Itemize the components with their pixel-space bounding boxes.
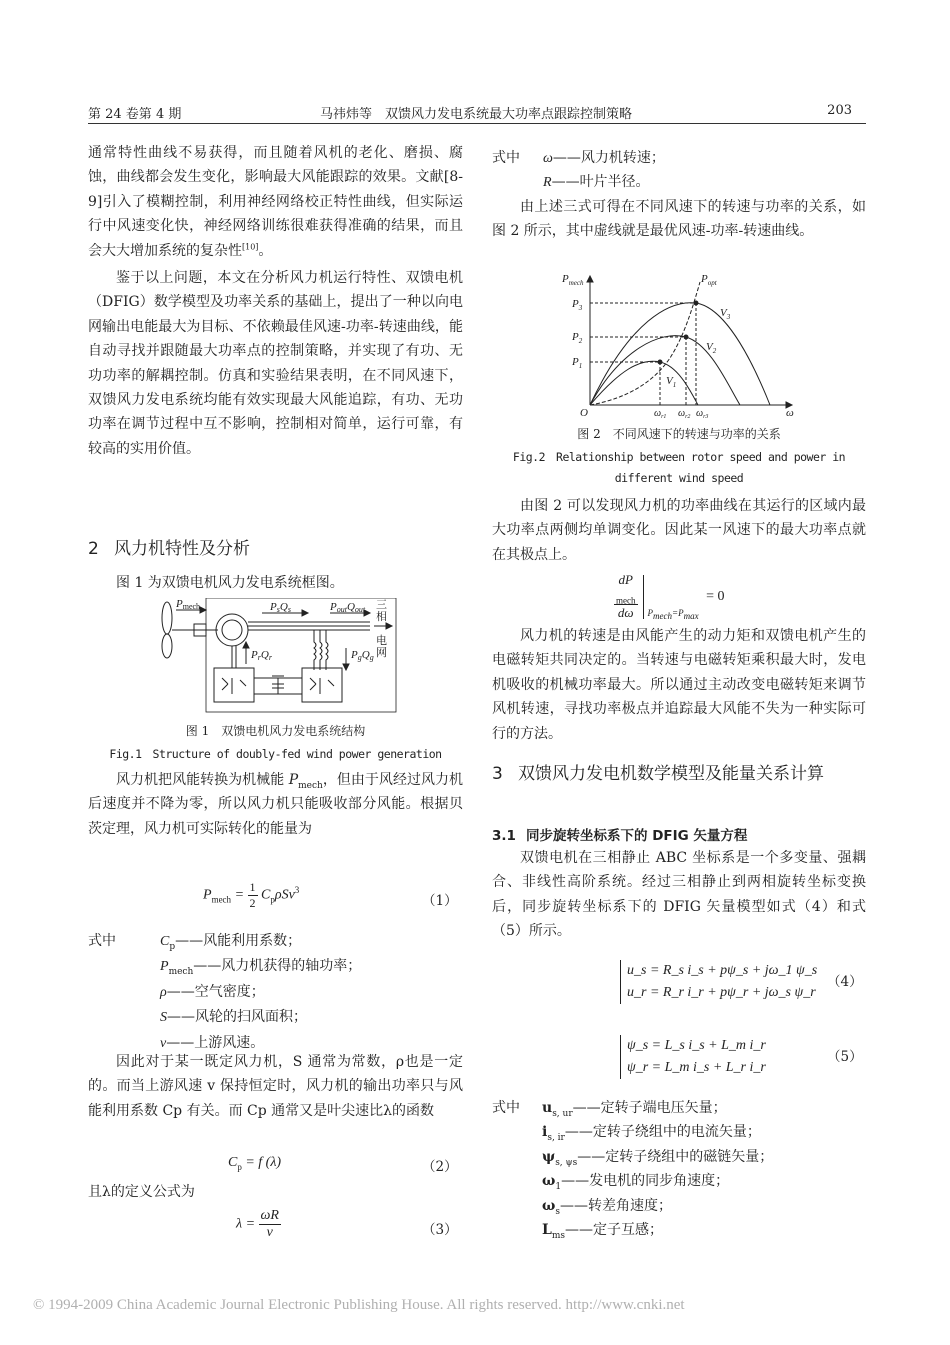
paragraph: 双馈电机在三相静止 ABC 坐标系是一个多变量、强耦合、非线性高阶系统。经过三相静止到两相旋转坐标变换后，同步旋转坐标系下的 DFIG 矢量模型如式（4）和式（5）所示。: [492, 850, 866, 940]
running-header: [88, 103, 866, 125]
equation-number: （5）: [827, 1049, 863, 1065]
symbol-definition: $\omega_1——$发电机的同步角速度；: [542, 1173, 730, 1193]
section-heading-2: 2 风力机特性及分析: [88, 539, 250, 559]
label-pr-qr: PrQr: [251, 649, 272, 662]
equation-3: λ = $\frac{\omega R}{v}$: [236, 1208, 279, 1240]
tick-p3: $P_3$: [572, 298, 583, 312]
symbol-definition: ω——风力机转速；: [543, 150, 665, 166]
running-title: 马祎炜等 双馈风力发电系统最大功率点跟踪控制策略: [320, 107, 633, 122]
section-heading-3: 3 双馈风力发电机数学模型及能量关系计算: [492, 764, 824, 784]
blade: [162, 602, 172, 634]
tick-w1: $\omega_{r1}$: [654, 408, 667, 420]
paragraph: 鉴于以上问题，本文在分析风力机运行特性、双馈电机（DFIG）数学模型及功率关系的基础上，提出了一种以向电网输出电能最大为目标、不依赖最佳风速-功率-转速曲线，能自动寻找并跟随最大功率点的控制策略，并实现了有功、无功功率的解耦控制。仿真和实验结果表明，在不同风速下，双馈风力发电系统均能有效实现最大风能追踪，有功、无功功率在调节过程中互不影响，控制相对简单，运行可靠，有较高的实用价值。: [88, 270, 463, 457]
label-v3: $V_3$: [720, 307, 731, 321]
equation-number: （4）: [827, 974, 863, 990]
derivative-condition: dP $_{mech}$ dω $_{P_{mech}=P_{max}}$ = 0: [616, 572, 725, 621]
symbol-definition: $P_{mech}——$风力机获得的轴功率；: [160, 958, 362, 978]
figure-2-caption-en: Fig.2 Relationship between rotor speed and power in: [512, 450, 846, 464]
copyright-footer: © 1994-2009 China Academic Journal Electronic Publishing House. All rights reserved. http://www.cnki.net: [33, 1297, 685, 1313]
where-label: 式中: [492, 150, 520, 166]
paragraph: 图 1 为双馈电机风力发电系统框图。: [116, 575, 344, 591]
symbol-definition: ρ——空气密度；: [160, 983, 265, 1000]
label-ps-qs: PsQs: [270, 601, 291, 614]
popt-label: $P_{opt}$: [701, 273, 717, 287]
paragraph: 因此对于某一既定风力机，S 通常为常数，ρ也是一定的。而当上游风速 v 保持恒定时，风力机的输出功率只与风能利用系数 Cp 有关。而 Cp 通常又是叶尖速比λ的函数: [88, 1054, 463, 1119]
where-label: 式中: [88, 933, 116, 949]
label-v1: $V_1$: [666, 375, 677, 389]
paragraph: 且λ的定义公式为: [88, 1184, 195, 1200]
grid-label: 电: [376, 634, 387, 647]
subsection-heading-3-1: 3.1 同步旋转坐标系下的 DFIG 矢量方程: [492, 828, 748, 844]
paragraph: 风力机的转速是由风能产生的动力矩和双馈电机产生的电磁转矩共同决定的。当转速与电磁转矩乘积最大时，发电机吸收的机械功率最大。所以通过主动改变电磁转矩来调节风机转速，寻找功率极点并追踪最大风能不失为一种实际可行的方法。: [492, 628, 866, 742]
equation-number: （2）: [422, 1159, 458, 1175]
figure-2-caption-cn: 图 2 不同风速下的转速与功率的关系: [577, 427, 781, 441]
figure-2-caption-en: different wind speed: [614, 471, 744, 485]
where-label: 式中: [492, 1100, 520, 1116]
symbol-definition: $C_p——$风能利用系数；: [160, 933, 302, 952]
x-axis-label: ω: [786, 407, 794, 419]
symbol-definition: R——叶片半径。: [543, 174, 650, 190]
paragraph: 风力机把风能转换为机械能 $P_{mech}$，但由于风经过风力机后速度并不降为零，所以风力机只能吸收部分风能。根据贝茨定理，风力机可实际转化的能量为: [88, 772, 464, 837]
equation-4: u_s = R_s i_s + pψ_s + jω_1 ψ_s u_r = R_r i_r + pψ_r + jω_s ψ_r: [620, 960, 817, 1004]
label-v2: $V_2$: [706, 341, 717, 355]
symbol-definition: S——风轮的扫风面积；: [160, 1009, 307, 1026]
curve-v3: [590, 303, 770, 405]
symbol-definition: $i_{s, ir}——$定转子绕组中的电流矢量；: [542, 1124, 761, 1144]
left-column: [88, 141, 463, 461]
equation-1: $P_{mech}$ = $\frac{1}{2}$ $C_p\rho Sv^3$: [203, 880, 300, 910]
blade: [162, 634, 172, 658]
label-pmech: Pmech: [176, 598, 201, 611]
symbol-definition: $\omega_s——$转差角速度；: [542, 1197, 672, 1217]
figure-1-caption-en: Fig.1 Structure of doubly-fed wind power generation: [109, 747, 442, 761]
grid-label: 三: [376, 598, 387, 611]
equation-5: ψ_s = L_s i_s + L_m i_r ψ_r = L_m i_s + L_r i_r: [620, 1035, 766, 1079]
page-number: 203: [827, 103, 852, 118]
origin-label: O: [580, 407, 588, 419]
symbol-definition: v——上游风速。: [160, 1034, 265, 1051]
symbol-definitions: [120, 929, 361, 1056]
figure-2-chart: [560, 270, 800, 420]
tick-w3: $\omega_{r3}$: [696, 408, 709, 420]
tick-w2: $\omega_{r2}$: [678, 408, 691, 420]
equation-2: $C_p = f$ (λ): [228, 1155, 282, 1172]
label-pout-qout: PoutQout: [330, 601, 366, 614]
volume-issue: 第 24 卷第 4 期: [88, 107, 182, 122]
equation-number: （1）: [422, 893, 458, 909]
symbol-definitions: [536, 1096, 773, 1242]
grid-label: 相: [376, 610, 387, 623]
curve-v1: [590, 361, 698, 405]
grid-label: 网: [376, 646, 387, 659]
curve-v2: [590, 336, 740, 405]
symbol-definition: $u_{s, ur}——$定转子端电压矢量；: [542, 1100, 727, 1119]
header-rule: [88, 123, 866, 124]
paragraph: 通常特性曲线不易获得，而且随着风机的老化、磨损、腐蚀，曲线都会发生变化，影响最大风能跟踪的效果。文献[8-9]引入了模糊控制，利用神经网络校正特性曲线，但实际运行中风速变化快，神经网络训练很难获得准确的结果，而且会大大增加系统的复杂性[10]。: [88, 145, 463, 259]
symbol-definition: $L_{ms}——$定子互感；: [542, 1222, 663, 1241]
figure-1-caption-cn: 图 1 双馈电机风力发电系统结构: [185, 724, 366, 738]
symbol-definition: $\psi_{s, \psi s}——$定转子绕组中的磁链矢量；: [542, 1148, 774, 1168]
tick-p1: $P_1$: [572, 356, 583, 370]
y-axis-label: $P_{mech}$: [562, 273, 584, 287]
equation-number: （3）: [422, 1222, 458, 1238]
figure-1-diagram: [150, 598, 400, 716]
tick-p2: $P_2$: [572, 331, 583, 345]
paragraph: 由上述三式可得在不同风速下的转速与功率的关系，如图 2 所示，其中虚线就是最优风速-功率-转速曲线。: [492, 199, 866, 240]
label-pg-qg: PgQg: [351, 649, 374, 662]
paragraph: 由图 2 可以发现风力机的功率曲线在其运行的区域内最大功率点两侧均单调变化。因此某一风速下的最大功率点就在其极点上。: [492, 498, 866, 563]
